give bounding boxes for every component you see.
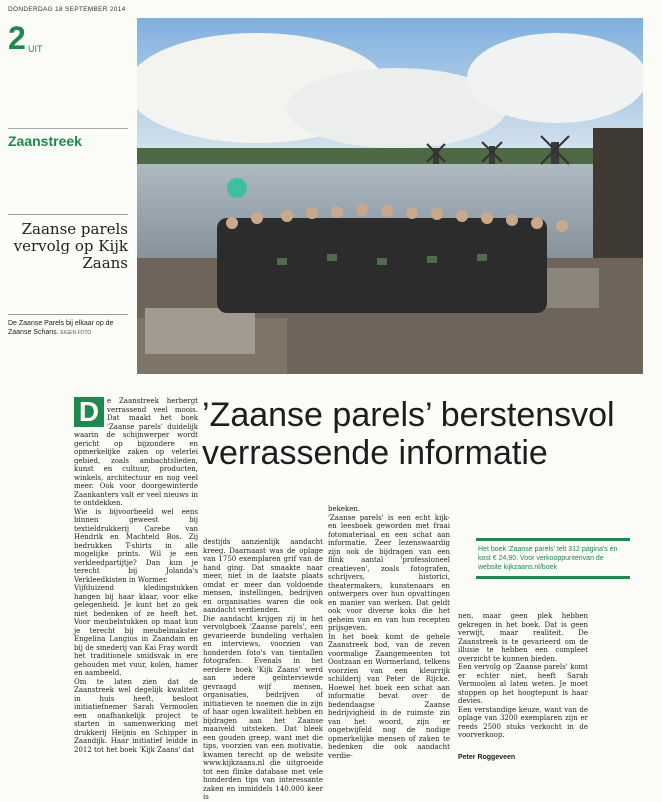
paragraph: Wie is bijvoorbeeld wel eens binnen geweest bij textieldrukkerij Carebe van Hendrik en Machteld Bos. Zij bedrukken T-shirts in alle mogelijke prints. Wil je een verkleedpartijtje? Dan kun je terecht bij Jolanda's Verkleedkisten in Wormer. [74,507,198,584]
paragraph: In het boek komt de gehele Zaanstreek bod, van de zeven voormalige Zaangemeenten tot Oostzaan en Wormerland, telkens voorzien van een kleurrijk schilderij van Peter de Rijcke. Hoewel het boek een schat aan informatie bevat over de bedendaagse Zaanse bedrijvigheid in de ruimste zin van het woord, zijn er ongetwijfeld nog de nodige opmerkelijke mensen of zaken te bedenken die ook aandacht verdie- [328,632,450,760]
paragraph: Vijfduizend kledingstukken hangen bij haar klaar, voor elke gelegenheid. Je kunt het zo gek niet bedenken of ze heeft het. Voor meubelstukken op maat kun je terecht bij meubelmakster Engelina Langius in Zaandam en bij de smederij van Kai Fray wordt het traditionele smidsvak in ere gehouden met vuur, kolen, hamer en aambeeld. [74,584,198,677]
paragraph: Om te laten zien dat de Zaanstreek wel degelijk kwaliteit in huis heeft, besloot initiatiefnemer Sarah Vermoolen een onafhankelijk project te starten in samenwerking met drukkerij Heijnis en Schipper in Zaandijk. Haar initiatief leidde in 2012 tot het boek 'Kijk Zaans' dat [74,677,198,754]
article-column-2 [203,538,323,802]
paragraph: Een vervolg op 'Zaanse parels' komt er echter niet, heeft Sarah Vermoolen al laten weten. Je moet stoppen op het hoogtepunt is haar devies. [458,663,588,705]
section-number: 2 [8,20,26,56]
drop-cap: D [74,397,104,427]
paragraph: bekeken. [328,505,361,513]
region-heading: Zaanstreek [8,128,128,149]
teaser-title: Zaanse parels vervolg op Kijk Zaans [8,214,128,272]
byline: Peter Roggeveen [458,753,516,761]
paragraph: 'Zaanse parels' is een echt kijk- en leesboek geworden met fraai fotomateriaal en een schat aan informatie. Zeer lezenswaardig zijn ook de bijdragen van een flink aantal 'professioneel creatieven', zoals fotografen, schrijvers, historici, theatermakers, kunstenaars en ontwerpers over hun opvattingen en manier van werken. Dat geldt ook voor diverse koks die het geheim van en van hun recepten prijsgeven. [328,513,450,632]
article-column-4 [458,612,588,762]
article-headline: ’Zaanse parels’ berstensvol verrassende informatie [202,396,615,472]
photo-caption [8,314,128,338]
paragraph: Een verstandige keuze, want van de oplage van 3200 exemplaren zijn er reeds 2500 stuks verkocht in de voorverkoop. [458,705,588,739]
paragraph: Die aandacht krijgen zij in het vervolgboek 'Zaanse parels', een gevarieerde bundeling verhalen en interviews, voorzien van honderden foto's van tientallen fotografen. Evenals in het eerdere boek 'Kijk Zaans' werd aan iedere geïnterviewde gevraagd wijf mensen, organisaties, bedrijven of initiatieven te noemen die in zijn of haar ogen kwaliteit hebben en bijdragen aan het Zaanse maaiveld uitsteken. Dat bleek een gouden greep, want met die tips, voorzien van een motivatie, kwamen terecht op de website www.kijkzaans.nl die uitgroeide tot een flinke database met vele honderden tips van interessante zaken en inmiddels 140.000 keer is [203,614,323,801]
article-column-1 [74,397,198,754]
section-label: UIT [28,44,43,54]
paragraph: e Zaanstreek herbergt verrassend veel moois. Dat maakt het boek 'Zaanse parels' duidelijk waarin de schijnwerper wordt gericht op bijzondere en opmerkelijke zaken op velerlei gebied, zoals ambachtslieden, kunst en cultuur, producten, winkels, architectuur en nog veel meer. Ook voor doorgewinterde Zaankanters valt er veel nieuws in te ontdekken. [74,397,198,507]
fact-box: Het boek 'Zaanse parels' telt 312 pagina's en kost € 24,90. Voor verkooppuntenvan de website kijkzaans.nl/boek [476,538,630,579]
article-column-3 [328,505,450,760]
photo-credit: EIGEN FOTO [60,330,92,336]
paragraph: nen, maar geen plek hebben gekregen in het boek. Dat is geen verwijt, maar realiteit. De Zaanstreek is te gevarieerd om de illusie te hebben een compleet overzicht te kunnen bieden. [458,612,588,663]
group-photo [137,18,643,374]
dateline: DONDERDAG 18 SEPTEMBER 2014 [8,6,126,13]
caption-text: De Zaanse Parels bij elkaar op de Zaanse Schans. [8,320,114,336]
paragraph: destijds aanzienlijk aandacht kreeg. Daarnaast was de oplage van 1750 exemplaren grif van de hand ging. Dat smaakte naar meer, niet in de laatste plaats omdat er meer dan voldoende mensen, instellingen, bedrijven en organisaties waren die ook aandacht verdienden. [203,538,323,614]
